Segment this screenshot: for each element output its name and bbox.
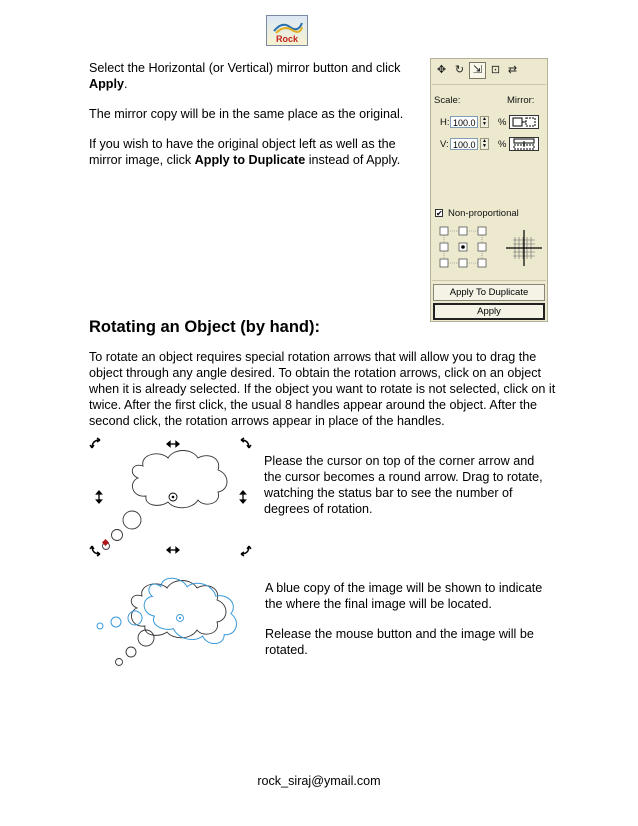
scale-preview-grid-icon [505,229,543,267]
apply-bold: Apply [89,77,124,91]
skew-icon[interactable]: ⇄ [507,64,518,76]
h-percent: % [498,117,507,128]
thought-bubbles [103,511,142,550]
v-label: V: [440,139,449,150]
position-icon[interactable]: ✥ [436,64,447,76]
vertical-mirror-icon [510,138,538,150]
vertical-mirror-button[interactable] [509,137,539,151]
h-spin-button[interactable]: ▲ ▼ [480,116,489,128]
release-paragraph: Release the mouse button and the image will be rotated. [265,627,534,657]
rotation-handles-illustration [88,436,253,558]
footer-email: rock_siraj@ymail.com [257,774,381,788]
logo-swoosh-icon [272,19,304,35]
rotate-icon[interactable]: ↻ [454,64,465,76]
anchor-grid-icon[interactable] [439,226,489,270]
apply-button[interactable]: Apply [433,303,545,320]
size-icon[interactable]: ⊡ [490,64,501,76]
mirror-paragraph-2: The mirror copy will be in the same place as the original. [89,107,404,121]
mirror-paragraph-3 [89,136,414,168]
apply-to-duplicate-button[interactable]: Apply To Duplicate [433,284,545,301]
v-scale-input[interactable]: 100.0 [450,138,478,150]
transform-panel [430,58,548,322]
original-cloud-shape [116,581,227,666]
blue-copy-text-block [265,580,555,658]
horizontal-mirror-button[interactable] [509,115,539,129]
text: If you wish to have the original object left as well as the mirror image, click [89,137,396,167]
scale-label: Scale: [434,95,461,106]
cursor-instruction-text: Please the cursor on top of the corner arrow and the cursor becomes a round arrow. Drag to rotate, watching the status bar to see the number of degrees of rotation. [264,454,543,516]
non-proportional-label: Non-proportional [448,208,519,219]
apply-to-duplicate-bold: Apply to Duplicate [194,153,306,167]
panel-toolbar [432,60,546,85]
rock-logo [266,15,308,46]
panel-divider [432,280,546,281]
text: instead of Apply. [305,153,401,167]
mirror-instructions [89,60,414,168]
v-percent: % [498,139,507,150]
horizontal-mirror-icon [510,116,538,128]
h-label: H: [440,117,450,128]
scale-icon[interactable]: ⇲ [469,62,486,79]
rotate-body-paragraph: To rotate an object requires special rotation arrows that will allow you to drag the object through any angle desired. To obtain the rotation arrows, click on an object when it is already selected. If the object you want to rotate is not selected, click on it twice. After the first click, the usual 8 handles appear around the object. After the second click, the rotation arrows appear in place of the handles. [89,350,556,428]
text: Select the Horizontal (or Vertical) mirror button and click [89,61,401,75]
text: . [123,77,128,91]
blue-copy-paragraph: A blue copy of the image will be shown to indicate the where the final image will be located. [265,581,543,611]
blue-thought-bubbles [97,611,142,629]
blue-rotation-center-icon [177,615,184,622]
cloud-shape [132,451,227,508]
rotate-heading: Rotating an Object (by hand): [89,318,320,336]
v-spin-button[interactable]: ▲ ▼ [480,138,489,150]
h-scale-input[interactable]: 100.0 [450,116,478,128]
mirror-label: Mirror: [507,95,535,106]
non-proportional-checkbox[interactable]: ✔ [436,209,443,218]
mirror-paragraph-1 [89,60,414,92]
rotation-center-icon [169,493,177,501]
logo-text: Rock [275,34,298,44]
blue-copy-illustration [92,568,257,673]
